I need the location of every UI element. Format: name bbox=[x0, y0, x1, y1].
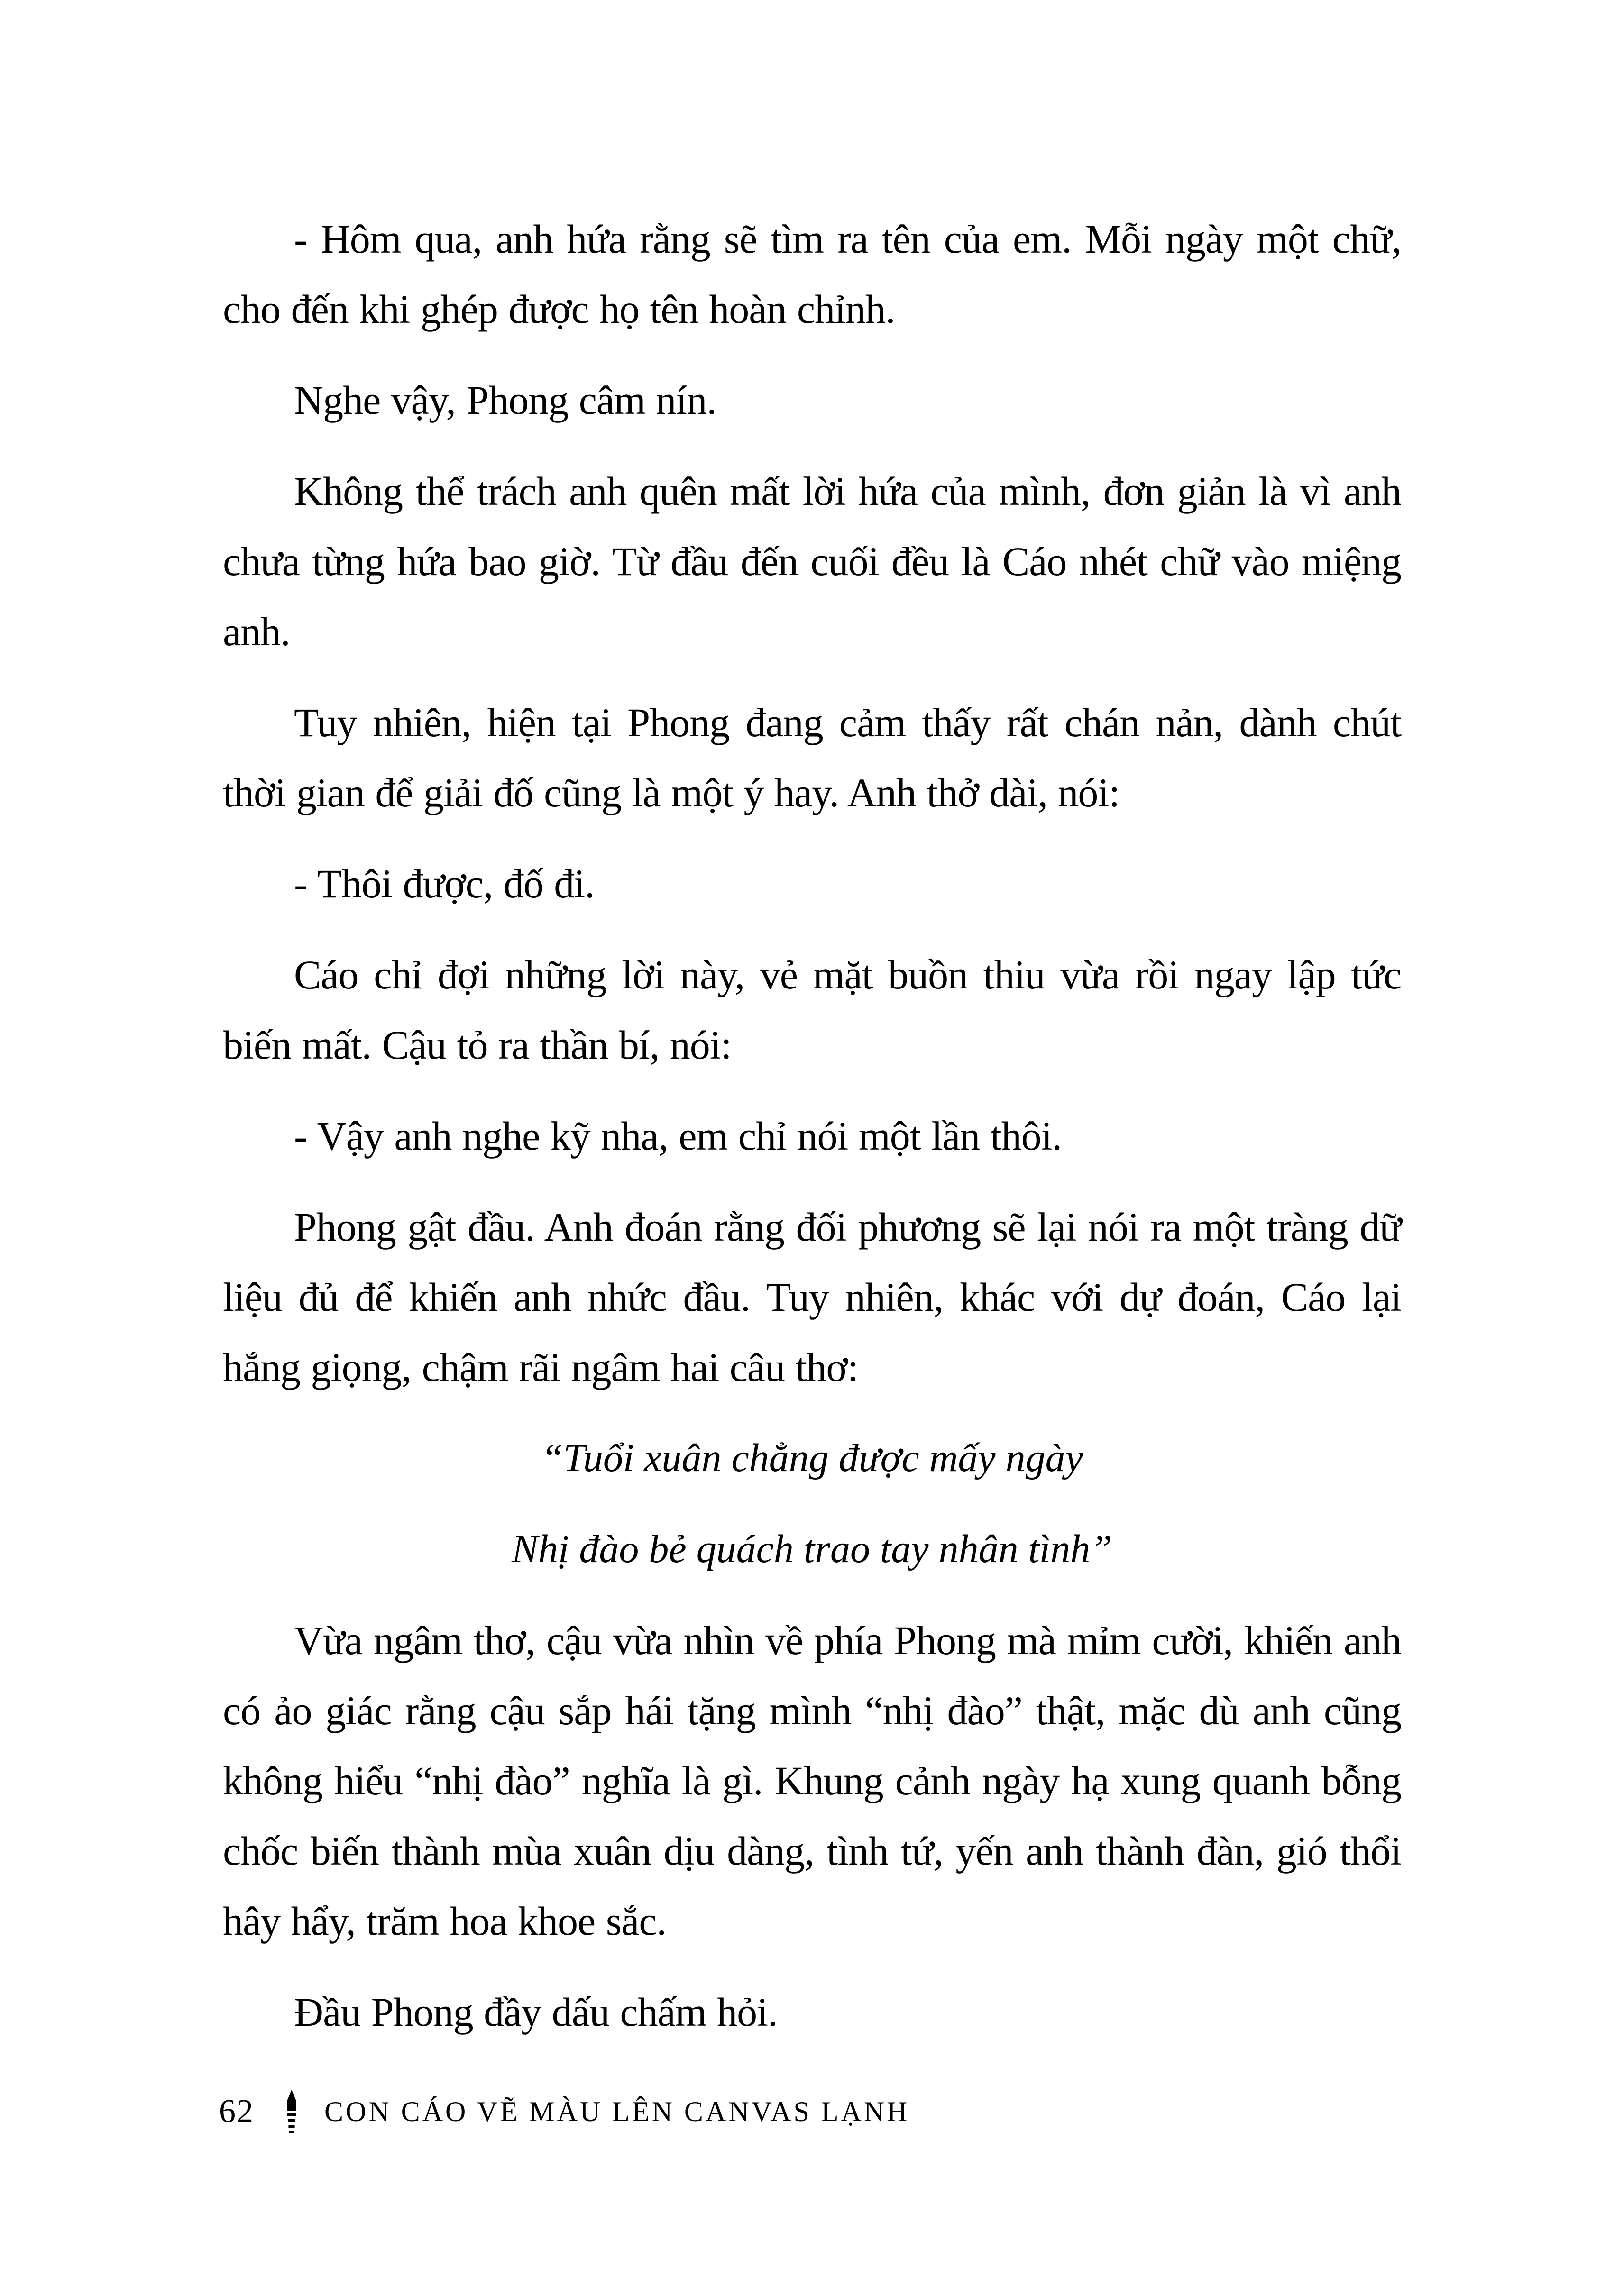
page-footer bbox=[219, 2090, 910, 2133]
page-text bbox=[223, 204, 1401, 2068]
paragraph: Không thể trách anh quên mất lời hứa của mình, đơn giản là vì anh chưa từng hứa bao giờ. Từ đầu đến cuối đều là Cáo nhét chữ vào miệng anh. bbox=[223, 468, 1401, 654]
paragraph-dialogue: - Vậy anh nghe kỹ nha, em chỉ nói một lần thôi. bbox=[294, 1113, 1062, 1159]
paragraph: Đầu Phong đầy dấu chấm hỏi. bbox=[294, 1989, 778, 2035]
poem-line: Nhị đào bẻ quách trao tay nhân tình” bbox=[512, 1527, 1112, 1571]
paragraph: Vừa ngâm thơ, cậu vừa nhìn về phía Phong mà mỉm cười, khiến anh có ảo giác rằng cậu sắp hái tặng mình “nhị đào” thật, mặc dù anh cũng không hiểu “nhị đào” nghĩa là gì. Khung cảnh ngày hạ xung quanh bỗng chốc biến thành mùa xuân dịu dàng, tình tứ, yến anh thành đàn, gió thổi hây hẩy, trăm hoa khoe sắc. bbox=[223, 1618, 1401, 1944]
paragraph: Tuy nhiên, hiện tại Phong đang cảm thấy rất chán nản, dành chút thời gian để giải đố cũng là một ý hay. Anh thở dài, nói: bbox=[223, 700, 1401, 815]
paragraph: Nghe vậy, Phong câm nín. bbox=[294, 377, 716, 423]
poem-line: “Tuổi xuân chẳng được mấy ngày bbox=[541, 1436, 1083, 1480]
brush-icon bbox=[284, 2090, 300, 2133]
running-title: CON CÁO VẼ MÀU LÊN CANVAS LẠNH bbox=[324, 2096, 910, 2127]
paragraph: Cáo chỉ đợi những lời này, vẻ mặt buồn thiu vừa rồi ngay lập tức biến mất. Cậu tỏ ra thần bí, nói: bbox=[223, 952, 1401, 1068]
paragraph: Phong gật đầu. Anh đoán rằng đối phương sẽ lại nói ra một tràng dữ liệu đủ để khiến anh nhức đầu. Tuy nhiên, khác với dự đoán, Cáo lại hắng giọng, chậm rãi ngâm hai câu thơ: bbox=[223, 1204, 1401, 1390]
paragraph-dialogue: - Thôi được, đố đi. bbox=[294, 861, 595, 906]
page-number: 62 bbox=[219, 2093, 254, 2130]
paragraph-dialogue: - Hôm qua, anh hứa rằng sẽ tìm ra tên của em. Mỗi ngày một chữ, cho đến khi ghép được họ tên hoàn chỉnh. bbox=[223, 216, 1401, 332]
